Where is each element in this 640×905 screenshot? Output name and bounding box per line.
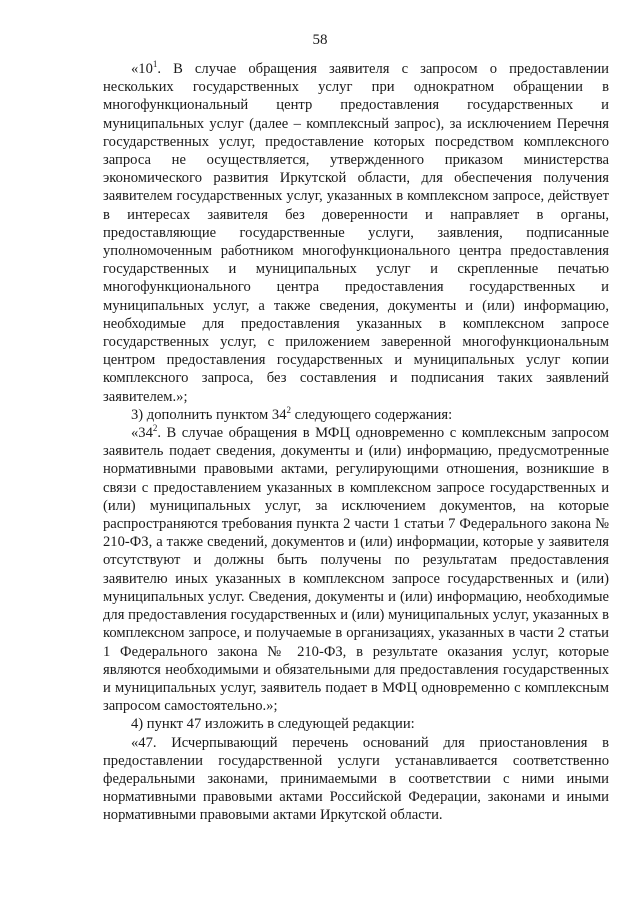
paragraph-item-4: [103, 715, 609, 733]
paragraph-lead: 3) дополнить пунктом 34: [131, 406, 287, 423]
document-body: [103, 60, 609, 825]
paragraph-47: [103, 734, 609, 825]
paragraph-text: следующего содержания:: [291, 406, 453, 423]
superscript: 2: [286, 405, 292, 415]
page-number: 58: [312, 32, 328, 48]
paragraph-34-2: [103, 424, 609, 715]
superscript: 2: [152, 423, 158, 434]
superscript: 1: [152, 59, 158, 70]
paragraph-text: . В случае обращения в МФЦ одновременно с комплексным запросом заявитель подает сведения, документы и (или) информацию, предусмотренные нормативными правовыми актами, регулирующими отношения, возникшие в связи с предоставлением указанных в комплексном запросе государственных и (или) муниципальных услуг, за исключением документов, на которые распространяются требования пункта 2 части 1 статьи 7 Федерального закона № 210-ФЗ, а также сведений, документов и (или) информации, которые у заявителя отсутствуют и должны быть получены по результатам предоставления заявителю иных указанных в комплексном запросе государственных и (или) муниципальных услуг. Сведения, документы и (или) информацию, необходимые для предоставления государственных и (или) муниципальных услуг, указанных в комплексном запросе, и получаемые в организациях, указанных в части 2 статьи 1 Федерального закона № 210-ФЗ, в результате оказания услуг, которые являются необходимыми и обязательными для предоставления государственных и муниципальных услуг, заявитель подает в МФЦ одновременно с комплексным запросом самостоятельно.»;: [103, 425, 609, 715]
paragraph-10-1: [103, 60, 609, 406]
paragraph-lead: «10: [131, 61, 153, 77]
paragraph-text: . В случае обращения заявителя с запросом о предоставлении нескольких государственных услуг при однократном обращении в многофункциональный центр предоставления государственных и муниципальных услуг (далее – комплексный запрос), за исключением Перечня государственных услуг, предоставление которых посредством комплексного запроса не осуществляется, утвержденного приказом министерства экономического развития Иркутской области, для обеспечения получения заявителем государственных услуг, указанных в комплексном запросе, действует в интересах заявителя без доверенности и направляет в органы, предоставляющие государственные услуги, заявления, подписанные уполномоченным работником многофункционального центра предоставления государственных и муниципальных услуг и скрепленные печатью многофункционального центра предоставления государственных и муниципальных услуг, а также сведения, документы и (или) информацию, необходимые для предоставления указанных в комплексном запросе государственных услуг, с приложением заверенной многофункциональным центром предоставления государственных и муниципальных услуг копии комплексного запроса, без составления и подписания таких заявлений заявителем.»;: [103, 61, 609, 405]
paragraph-lead: 4) пункт 47 изложить в следующей редакции:: [131, 716, 415, 733]
paragraph-lead: «47. Исчерпывающий перечень оснований для приостановления в предоставлении государственной услуги устанавливается соответственно федеральными законами, принимаемыми в соответствии с ними иными нормативными правовыми актами Российской Федерации, законами и иными нормативными правовыми актами Иркутской области.: [103, 734, 609, 824]
paragraph-lead: «34: [131, 425, 153, 442]
paragraph-item-3: [103, 406, 609, 424]
